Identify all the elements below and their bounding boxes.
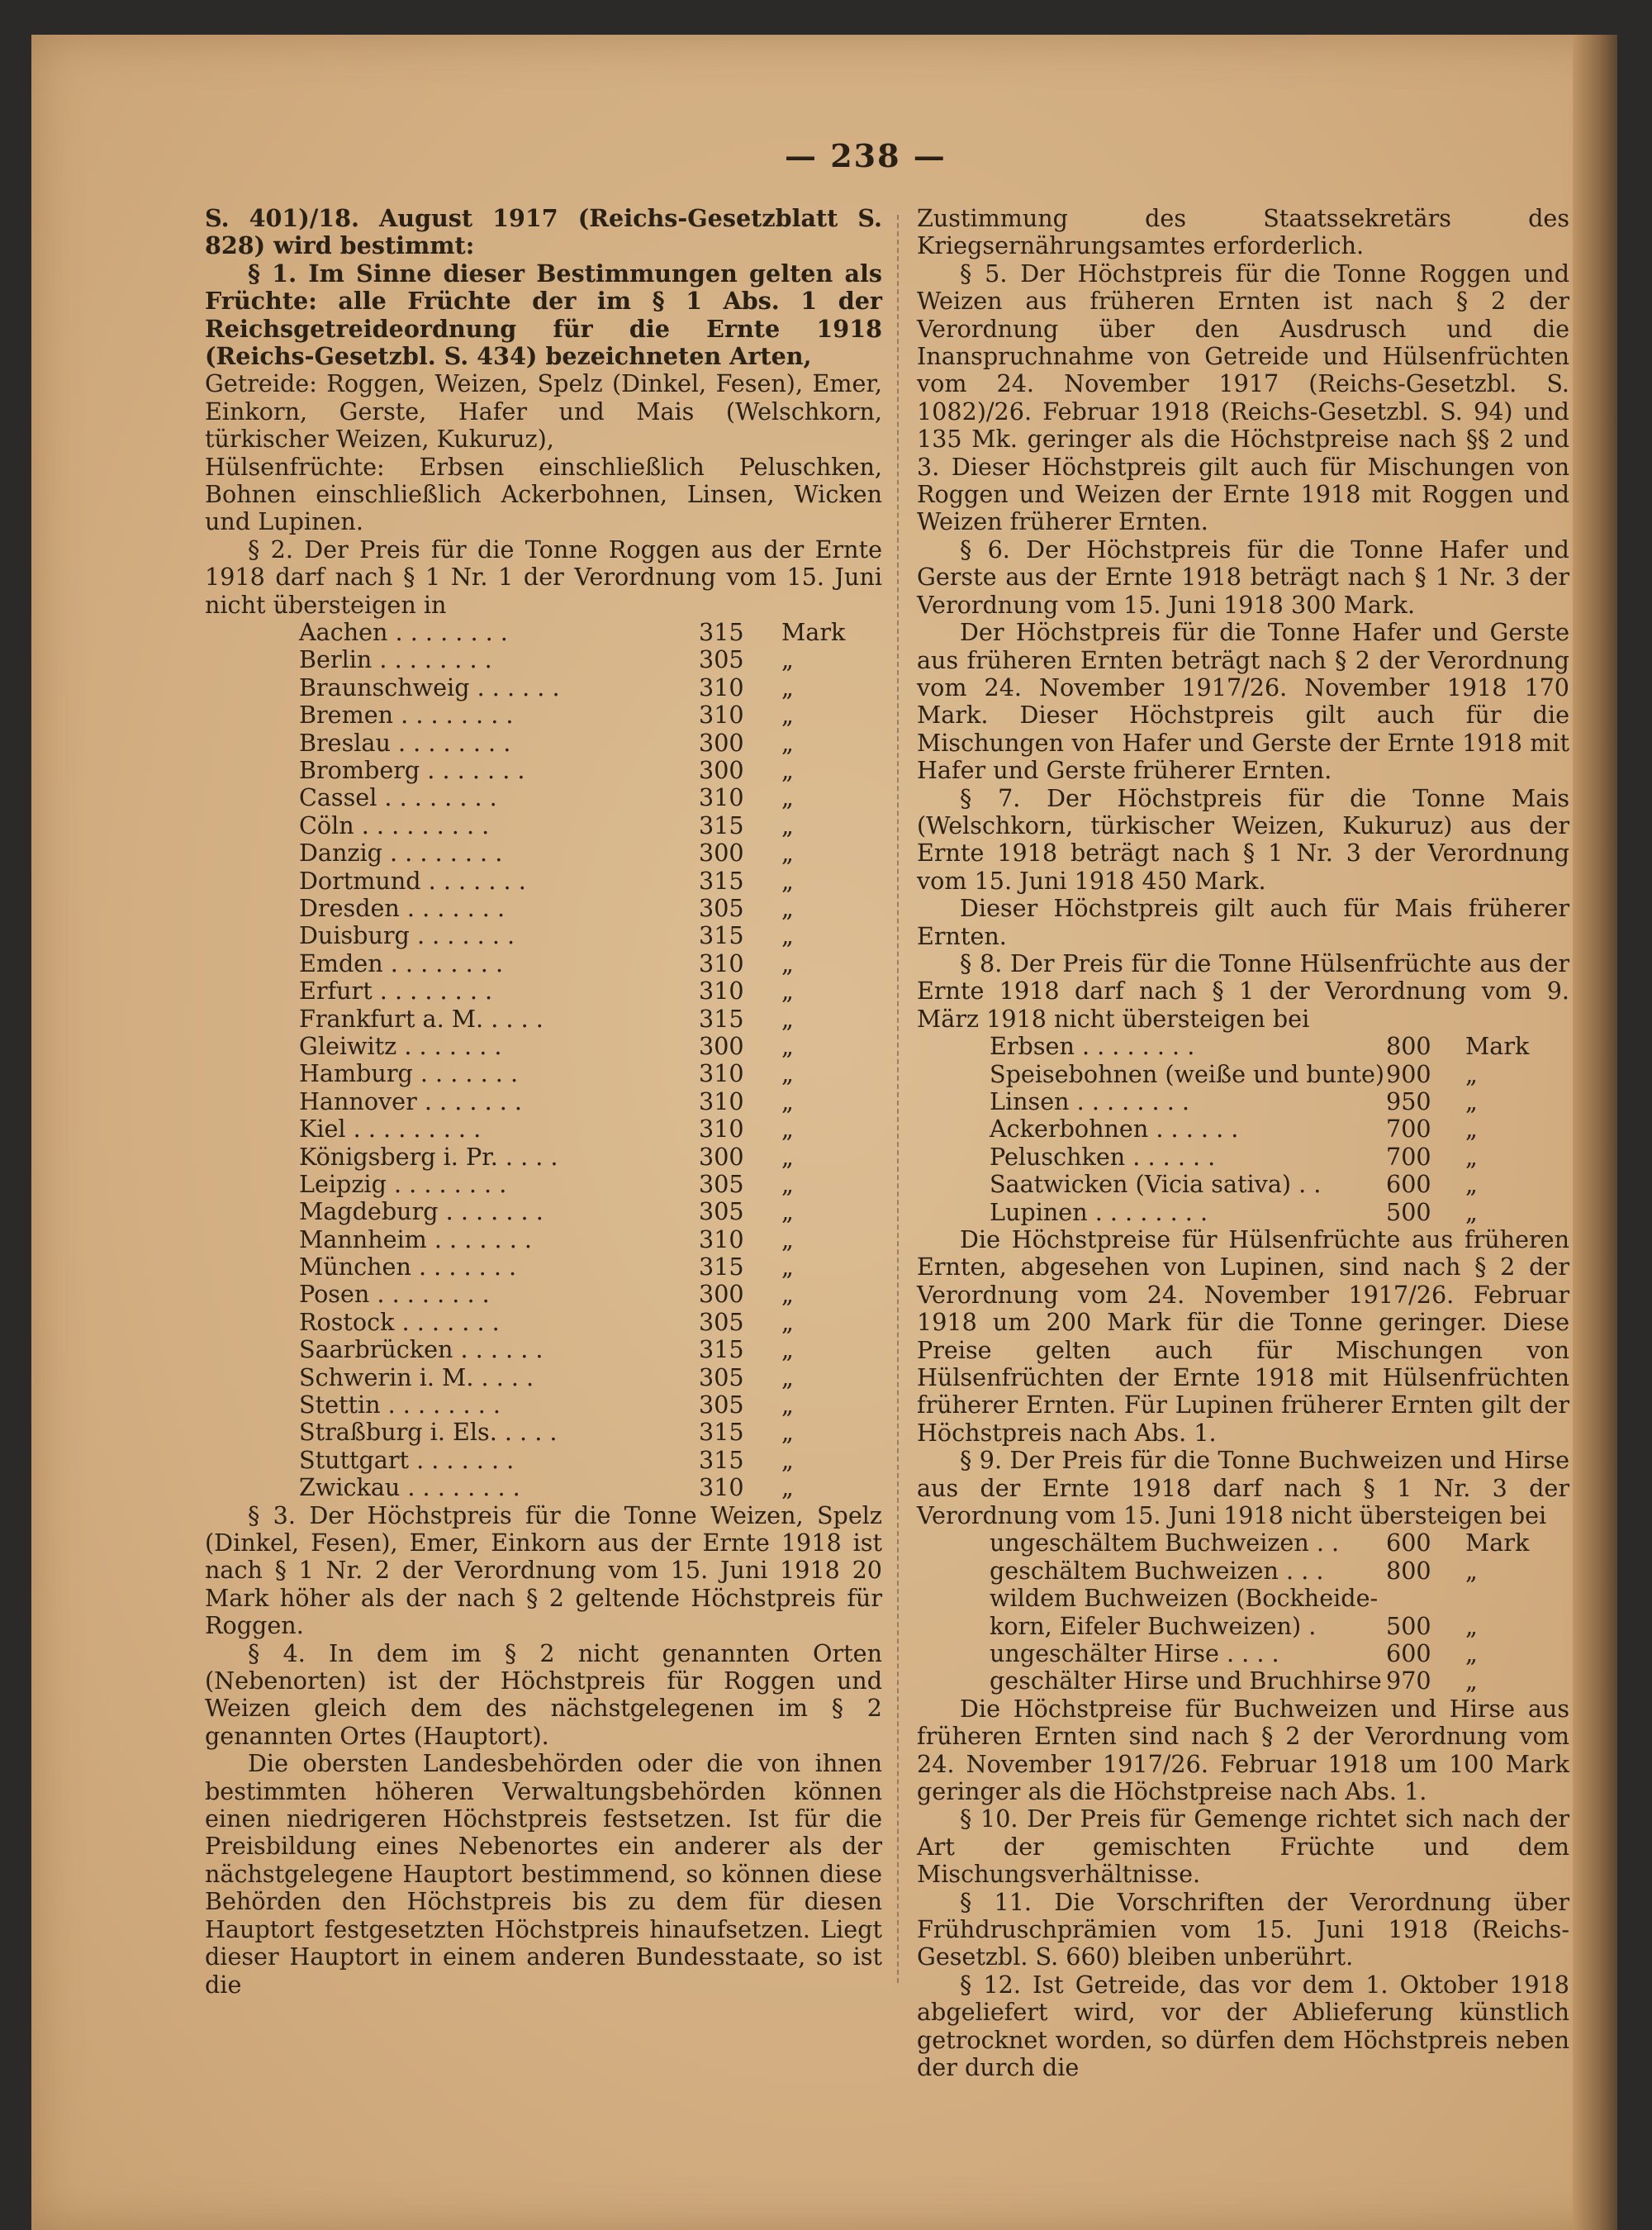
row-price: 315 [699,866,744,895]
price-row [990,1613,1569,1640]
row-label: Braunschweig . . . . . . [299,673,560,701]
price-row [299,922,882,949]
row-price: 310 [699,673,744,701]
price-row [299,674,882,701]
row-label: Leipzig . . . . . . . . [299,1169,507,1198]
row-price: 800 [1386,1032,1431,1061]
row-price: 310 [699,949,744,977]
price-row [299,1006,882,1033]
row-price: 310 [699,1086,744,1115]
price-row [299,839,882,867]
row-price: 310 [699,1059,744,1088]
row-label: Dortmund . . . . . . . [299,866,526,895]
row-unit: „ [781,1115,794,1144]
row-label: Duisburg . . . . . . . [299,921,515,950]
row-label: Stuttgart . . . . . . . [299,1445,515,1474]
row-price: 300 [699,1280,744,1309]
row-price: 315 [699,921,744,950]
section-1-paragraph: § 1. Im Sinne dieser Bestimmungen gelten als Früchte: alle Früchte der im § 1 Abs. 1 der Reichsgetreideordnung für die Ernte 1918 (Reichs-Gesetzbl. S. 434) bezeichneten Arten, [205,259,882,371]
row-label: Speisebohnen (weiße und bunte) [990,1059,1385,1088]
row-price: 500 [1386,1197,1431,1226]
price-row [299,619,882,646]
price-row [299,1198,882,1225]
price-row [990,1171,1569,1198]
row-unit: „ [781,1307,794,1336]
price-row [299,701,882,729]
row-label: Cöln . . . . . . . . . [299,811,490,839]
row-unit: „ [781,949,794,977]
price-row [299,784,882,811]
row-unit: „ [781,839,794,868]
row-unit: „ [781,1445,794,1474]
row-label: Magdeburg . . . . . . . [299,1197,544,1226]
row-unit: „ [1465,1086,1478,1115]
section-5-paragraph: § 5. Der Höchstpreis für die Tonne Roggen und Weizen aus früheren Ernten ist nach § 2 der Verordnung über den Ausdrusch und die Inanspruchnahme von Getreide und Hülsenfrüchten vom 24. November 1917 (Reichs-Gesetzbl. S. 1082)/26. Februar 1918 (Reichs-Gesetzbl. S. 94) und 135 Mk. geringer als die Höchstpreise nach §§ 2 und 3. Dieser Höchstpreis gilt auch für Mischungen von Roggen und Weizen der Ernte 1918 mit Roggen und Weizen früherer Ernten. [917,259,1569,536]
row-unit: „ [781,977,794,1006]
row-unit: „ [781,1031,794,1060]
row-unit: „ [781,1253,794,1281]
price-row [299,1033,882,1060]
right-column [917,205,1569,2081]
price-row [299,1474,882,1501]
row-label: Cassel . . . . . . . . [299,783,497,812]
row-price: 305 [699,645,744,674]
row-unit: „ [781,756,794,785]
row-label: Stettin . . . . . . . . [299,1391,501,1419]
row-label: korn, Eifeler Buchweizen) . [990,1611,1317,1640]
row-unit: „ [781,1418,794,1447]
price-row [299,757,882,784]
city-price-list [205,619,882,1502]
price-row [299,1060,882,1087]
row-price: 310 [699,783,744,812]
row-label: Schwerin i. M. . . . . [299,1362,534,1391]
row-price: 700 [1386,1115,1431,1144]
row-unit: „ [781,1224,794,1253]
price-row [990,1585,1569,1612]
section-6-paragraph: § 6. Der Höchstpreis für die Tonne Hafer und Gerste aus der Ernte 1918 beträgt nach § 1 Nr. 3 der Verordnung vom 15. Juni 1918 300 Mark. [917,535,1569,619]
row-unit: Mark [781,618,846,647]
price-row [299,646,882,673]
row-unit: „ [781,866,794,895]
price-row [990,1529,1569,1557]
book-spine [1573,35,1617,2230]
section-7-continuation: Dieser Höchstpreis gilt auch für Mais früherer Ernten. [917,894,1569,950]
row-label: Zwickau . . . . . . . . [299,1473,520,1502]
section-8-continuation: Die Höchstpreise für Hülsenfrüchte aus früheren Ernten, abgesehen von Lupinen, sind nach § 2 der Verordnung vom 24. November 1917/26. Februar 1918 um 200 Mark für die Tonne geringer. Diese Preise gelten auch für Mischungen von Hülsenfrüchten der Ernte 1918 mit Hülsenfrüchten früherer Ernten. Für Lupinen früherer Ernten gilt der Höchstpreis nach Abs. 1. [917,1224,1569,1447]
price-row [990,1667,1569,1695]
price-row [299,950,882,977]
section-9-continuation: Die Höchstpreise für Buchweizen und Hirse aus früheren Ernten sind nach § 2 der Verordnung vom 24. November 1917/26. Februar 1918 um 100 Mark geringer als die Höchstpreise nach Abs. 1. [917,1694,1569,1805]
price-row [990,1557,1569,1585]
row-price: 305 [699,1197,744,1226]
price-row [990,1033,1569,1060]
row-price: 310 [699,1224,744,1253]
row-unit: „ [781,1004,794,1033]
row-unit: „ [1465,1611,1478,1640]
row-price: 310 [699,977,744,1006]
section-8-paragraph: § 8. Der Preis für die Tonne Hülsenfrüchte aus der Ernte 1918 darf nach § 1 der Verordnung vom 9. März 1918 nicht übersteigen bei [917,949,1569,1033]
row-label: Gleiwitz . . . . . . . [299,1031,502,1060]
price-row [299,1115,882,1143]
row-label: Danzig . . . . . . . . [299,839,503,868]
row-label: Bromberg . . . . . . . [299,756,525,785]
price-row [990,1088,1569,1115]
row-unit: „ [781,1197,794,1226]
row-unit: „ [781,1391,794,1419]
row-price: 315 [699,811,744,839]
row-price: 305 [699,1391,744,1419]
price-row [299,868,882,895]
price-row [990,1640,1569,1667]
price-row [299,895,882,922]
row-price: 305 [699,1362,744,1391]
row-price: 300 [699,1142,744,1171]
row-unit: „ [1465,1197,1478,1226]
price-row [990,1199,1569,1226]
section-1-getreide: Getreide: Roggen, Weizen, Spelz (Dinkel, Fesen), Emer, Einkorn, Gerste, Hafer und Mais (Welschkorn, türkischer Weizen, Kukuruz), [205,369,882,454]
row-label: Königsberg i. Pr. . . . . [299,1142,558,1171]
row-unit: „ [781,783,794,812]
row-price: 315 [699,1253,744,1281]
row-label: Aachen . . . . . . . . [299,618,508,647]
section-7-paragraph: § 7. Der Höchstpreis für die Tonne Mais (Welschkorn, türkischer Weizen, Kukuruz) aus der Ernte 1918 beträgt nach § 1 Nr. 3 der Verordnung vom 15. Juni 1918 450 Mark. [917,783,1569,895]
row-label: ungeschälter Hirse . . . . [990,1638,1279,1667]
row-price: 900 [1386,1059,1431,1088]
price-row [299,1364,882,1391]
row-unit: „ [781,701,794,730]
row-unit: Mark [1465,1529,1530,1557]
row-price: 600 [1386,1529,1431,1557]
price-row [299,1281,882,1308]
row-unit: „ [1465,1667,1478,1695]
row-label: Ackerbohnen . . . . . . [990,1115,1239,1144]
row-label: Rostock . . . . . . . [299,1307,500,1336]
price-row [990,1144,1569,1171]
row-unit: „ [781,728,794,757]
row-price: 310 [699,701,744,730]
row-price: 315 [699,618,744,647]
row-unit: „ [1465,1142,1478,1171]
row-price: 315 [699,1418,744,1447]
row-label: Breslau . . . . . . . . [299,728,511,757]
row-unit: „ [1465,1638,1478,1667]
row-label: Erfurt . . . . . . . . [299,977,493,1006]
row-price: 305 [699,1307,744,1336]
row-price: 315 [699,1335,744,1364]
row-label: geschälter Hirse und Bruchhirse [990,1667,1382,1695]
section-11-paragraph: § 11. Die Vorschriften der Verordnung über Frühdruschprämien vom 15. Juni 1918 (Reichs-Gesetzbl. S. 660) bleiben unberührt. [917,1887,1569,1971]
row-label: Frankfurt a. M. . . . . [299,1004,544,1033]
section-3-paragraph: § 3. Der Höchstpreis für die Tonne Weizen, Spelz (Dinkel, Fesen), Emer, Einkorn aus der Ernte 1918 ist nach § 1 Nr. 2 der Verordnung vom 15. Juni 1918 20 Mark höher als der nach § 2 geltende Höchstpreis für Roggen. [205,1500,882,1640]
row-label: München . . . . . . . [299,1253,517,1281]
row-label: Posen . . . . . . . . [299,1280,490,1309]
price-row [299,1088,882,1115]
row-price: 305 [699,894,744,922]
continuation-paragraph: Zustimmung des Staatssekretärs des Kriegsernährungsamtes erforderlich. [917,204,1569,260]
row-price: 315 [699,1445,744,1474]
row-unit: „ [1465,1556,1478,1585]
row-price: 305 [699,1169,744,1198]
row-label: Mannheim . . . . . . . [299,1224,533,1253]
price-row [299,812,882,839]
section-1-huelsenfruechte: Hülsenfrüchte: Erbsen einschließlich Peluschken, Bohnen einschließlich Ackerbohnen, Linsen, Wicken und Lupinen. [205,452,882,536]
row-price: 310 [699,1115,744,1144]
row-label: geschältem Buchweizen . . . [990,1556,1324,1585]
row-price: 700 [1386,1142,1431,1171]
row-price: 600 [1386,1170,1431,1199]
row-price: 800 [1386,1556,1431,1585]
price-row [299,1226,882,1253]
section-10-paragraph: § 10. Der Preis für Gemenge richtet sich nach der Art der gemischten Früchte und dem Mischungsverhältnisse. [917,1804,1569,1889]
row-unit: „ [781,894,794,922]
row-unit: „ [781,1059,794,1088]
price-row [299,1309,882,1336]
row-price: 500 [1386,1611,1431,1640]
price-row [990,1115,1569,1143]
row-label: Dresden . . . . . . . [299,894,506,922]
column-divider [897,215,899,1983]
price-row [299,1171,882,1198]
row-price: 300 [699,728,744,757]
row-unit: „ [781,1086,794,1115]
row-label: Linsen . . . . . . . . [990,1086,1189,1115]
row-price: 300 [699,1031,744,1060]
price-row [299,1253,882,1281]
row-price: 950 [1386,1086,1431,1115]
price-row [299,1391,882,1419]
row-price: 970 [1386,1667,1431,1695]
row-label: Bremen . . . . . . . . [299,701,514,730]
row-unit: „ [1465,1170,1478,1199]
page-number: — 238 — [785,137,947,174]
row-unit: „ [781,1473,794,1502]
row-label: Hamburg . . . . . . . [299,1059,519,1088]
row-unit: „ [781,1362,794,1391]
row-unit: „ [781,1169,794,1198]
section-4-continuation: Die obersten Landesbehörden oder die von ihnen bestimmten höheren Verwaltungsbehörden können einen niedrigeren Höchstpreis festsetzen. Ist für die Preisbildung eines Nebenortes ein anderer als der nächstgelegene Hauptort bestimmend, so können diese Behörden den Höchstpreis bis zu dem für diesen Hauptort festgesetzten Höchstpreis hinaufsetzen. Liegt dieser Hauptort in einem anderen Bundesstaate, so ist die [205,1749,882,1999]
row-price: 315 [699,1004,744,1033]
row-label: Erbsen . . . . . . . . [990,1032,1195,1061]
row-unit: „ [1465,1115,1478,1144]
section-9-paragraph: § 9. Der Preis für die Tonne Buchweizen und Hirse aus der Ernte 1918 darf nach § 1 Nr. 3 der Verordnung vom 15. Juni 1918 nicht übersteigen bei [917,1446,1569,1529]
row-label: Lupinen . . . . . . . . [990,1197,1208,1226]
row-unit: „ [781,673,794,701]
price-row [299,1144,882,1171]
section-12-paragraph: § 12. Ist Getreide, das vor dem 1. Oktober 1918 abgeliefert wird, vor der Ablieferung künstlich getrocknet worden, so dürfen dem Höchstpreis neben der durch die [917,1970,1569,2082]
row-label: Saatwicken (Vicia sativa) . . [990,1170,1322,1199]
row-label: Berlin . . . . . . . . [299,645,492,674]
price-row [299,977,882,1005]
legume-price-list [917,1033,1569,1226]
grain-price-list [917,1529,1569,1695]
section-6-continuation: Der Höchstpreis für die Tonne Hafer und Gerste aus früheren Ernten beträgt nach § 2 der Verordnung vom 24. November 1917/26. November 1918 170 Mark. Dieser Höchstpreis gilt auch für die Mischungen von Hafer und Gerste der Ernte 1918 mit Hafer und Gerste früherer Ernten. [917,618,1569,785]
row-label: Saarbrücken . . . . . . [299,1335,544,1364]
row-label: Hannover . . . . . . . [299,1086,523,1115]
row-label: Straßburg i. Els. . . . . [299,1418,558,1447]
row-price: 600 [1386,1638,1431,1667]
price-row [990,1061,1569,1088]
row-label: wildem Buchweizen (Bockheide- [990,1584,1379,1613]
price-row [299,1447,882,1474]
row-price: 300 [699,756,744,785]
row-unit: „ [781,645,794,674]
left-column [205,205,882,1999]
intro-paragraph: S. 401)/18. August 1917 (Reichs-Gesetzblatt S. 828) wird bestimmt: [205,204,882,260]
row-label: ungeschältem Buchweizen . . [990,1529,1340,1557]
row-label: Peluschken . . . . . . [990,1142,1216,1171]
row-price: 310 [699,1473,744,1502]
price-row [299,1336,882,1363]
row-unit: Mark [1465,1032,1530,1061]
price-row [299,1419,882,1446]
section-2-paragraph: § 2. Der Preis für die Tonne Roggen aus der Ernte 1918 darf nach § 1 Nr. 1 der Verordnung vom 15. Juni nicht übersteigen in [205,535,882,619]
row-unit: „ [781,1142,794,1171]
row-unit: „ [781,811,794,839]
row-label: Emden . . . . . . . . [299,949,504,977]
section-4-paragraph: § 4. In dem im § 2 nicht genannten Orten (Nebenorten) ist der Höchstpreis für Roggen und Weizen gleich dem des nächstgelegenen im § 2 genannten Ortes (Hauptort). [205,1638,882,1750]
price-row [299,730,882,757]
row-price: 300 [699,839,744,868]
row-unit: „ [781,921,794,950]
row-label: Kiel . . . . . . . . . [299,1115,482,1144]
row-unit: „ [781,1335,794,1364]
row-unit: „ [781,1280,794,1309]
row-unit: „ [1465,1059,1478,1088]
